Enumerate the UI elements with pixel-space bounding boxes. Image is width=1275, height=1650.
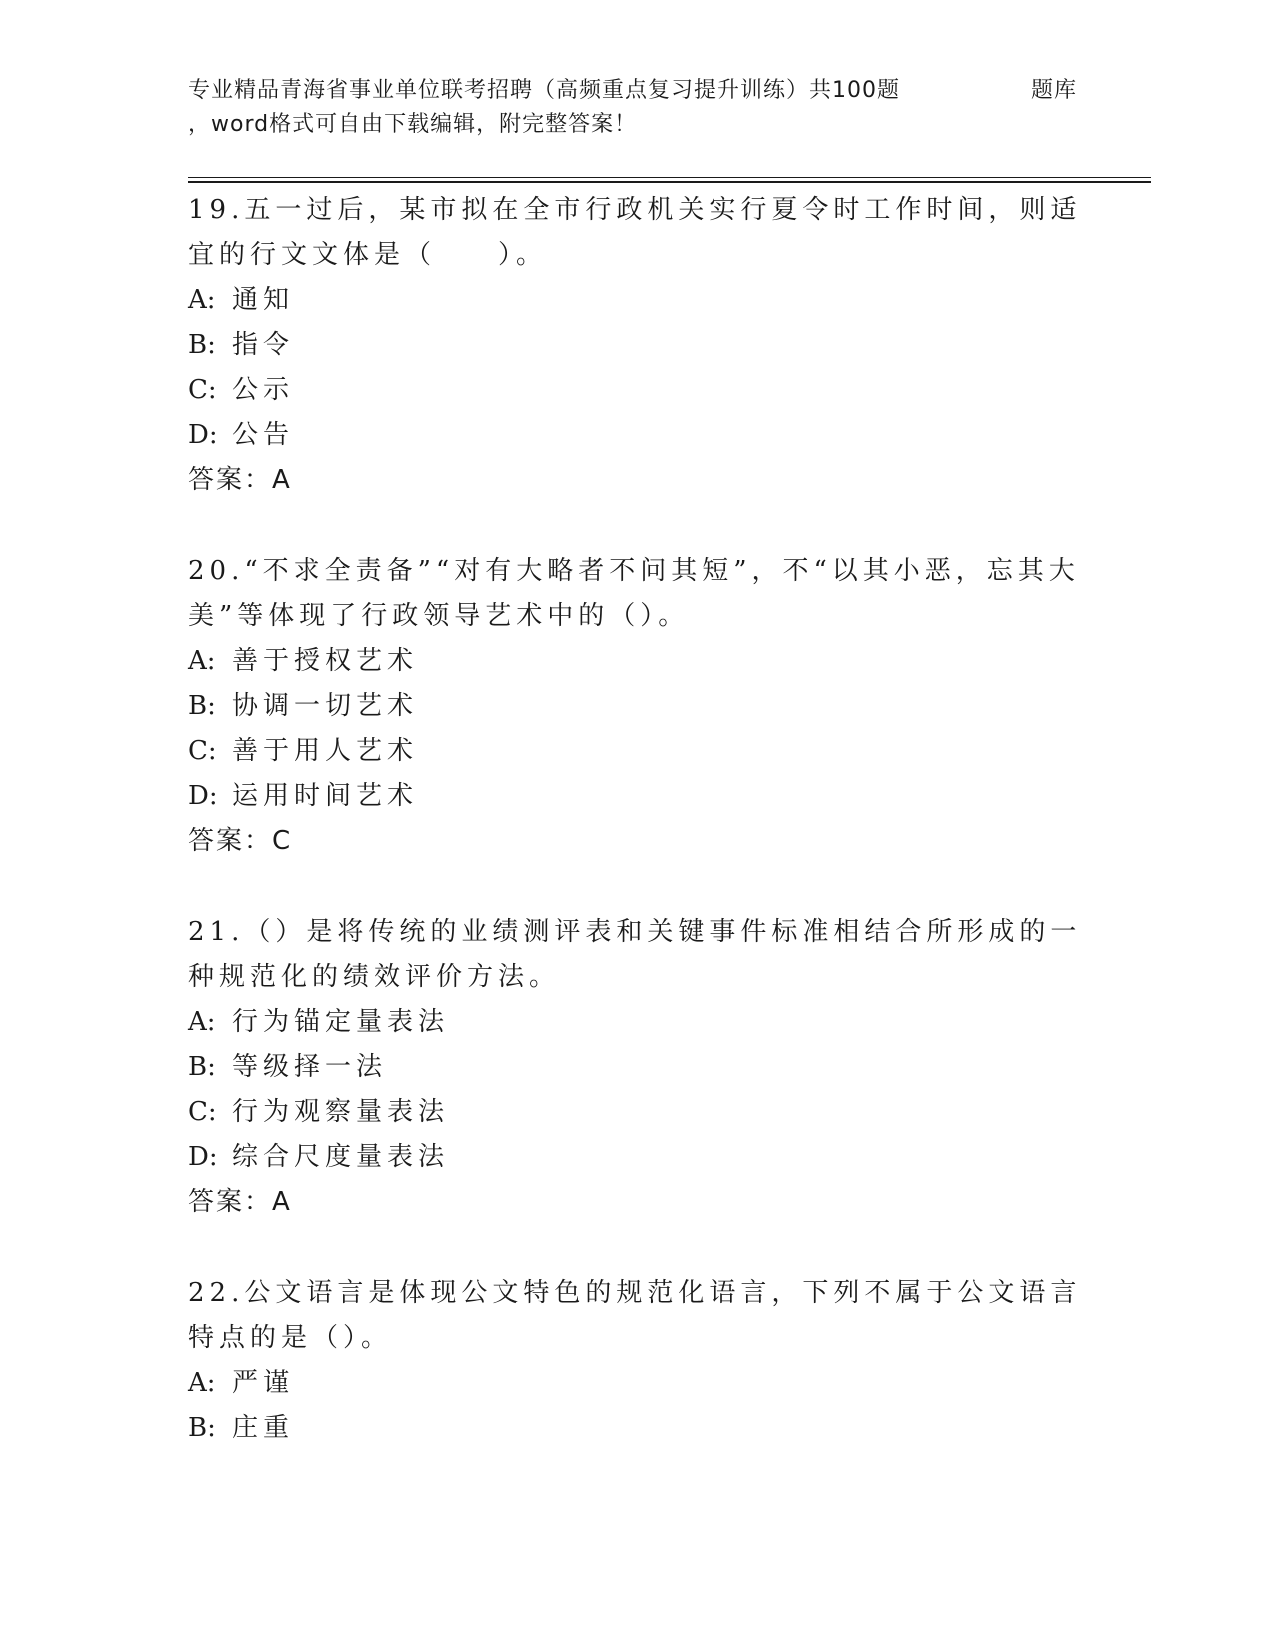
option-text: 严谨 (232, 1368, 295, 1398)
option-letter: D: (188, 420, 218, 450)
option-text: 运用时间艺术 (232, 781, 419, 811)
option-text: 公告 (232, 420, 295, 450)
option-letter: A: (188, 1007, 216, 1037)
option-letter: C: (188, 375, 217, 405)
answer-line (188, 458, 1088, 503)
option-d (188, 774, 1088, 819)
option-letter: B: (188, 691, 216, 721)
option-a (188, 1361, 1088, 1406)
option-d (188, 413, 1088, 458)
question-21 (188, 910, 1088, 1225)
option-b (188, 323, 1088, 368)
option-c (188, 1090, 1088, 1135)
document-header (188, 74, 1088, 142)
question-stem: 19.五一过后，某市拟在全市行政机关实行夏令时工作时间，则适宜的行文文体是（ ）。 (188, 195, 1082, 270)
question-20 (188, 549, 1088, 864)
option-b (188, 1045, 1088, 1090)
option-c (188, 729, 1088, 774)
answer-line (188, 819, 1088, 864)
option-text: 指令 (232, 330, 295, 360)
question-stem: 22.公文语言是体现公文特色的规范化语言，下列不属于公文语言特点的是（）。 (188, 1278, 1082, 1353)
header-subtitle: ，word格式可自由下载编辑，附完整答案！ (188, 112, 638, 137)
answer-value: A (272, 465, 292, 495)
option-letter: D: (188, 781, 218, 811)
question-stem: 21.（）是将传统的业绩测评表和关键事件标准相结合所形成的一种规范化的绩效评价方法。 (188, 917, 1082, 992)
option-text: 公示 (232, 375, 295, 405)
option-text: 庄重 (232, 1413, 295, 1443)
option-text: 行为锚定量表法 (232, 1007, 450, 1037)
option-letter: A: (188, 646, 216, 676)
option-text: 等级择一法 (232, 1052, 388, 1082)
answer-value: A (272, 1187, 292, 1217)
option-letter: B: (188, 1413, 216, 1443)
header-title: 专业精品青海省事业单位联考招聘（高频重点复习提升训练）共100题 (188, 78, 900, 103)
option-a (188, 639, 1088, 684)
option-letter: A: (188, 1368, 216, 1398)
header-divider-thin (188, 177, 1151, 178)
option-letter: D: (188, 1142, 218, 1172)
option-letter: C: (188, 736, 217, 766)
option-text: 综合尺度量表法 (232, 1142, 450, 1172)
header-divider-thick (188, 181, 1151, 183)
option-a (188, 278, 1088, 323)
answer-label: 答案： (188, 465, 273, 495)
option-text: 善于用人艺术 (232, 736, 419, 766)
option-letter: B: (188, 1052, 216, 1082)
option-letter: C: (188, 1097, 217, 1127)
question-stem: 20.“不求全责备”“对有大略者不问其短”，不“以其小恶，忘其大美”等体现了行政领导艺术中的（）。 (188, 556, 1080, 631)
option-letter: A: (188, 285, 216, 315)
question-list (188, 188, 1088, 1497)
answer-label: 答案： (188, 1187, 273, 1217)
option-b (188, 684, 1088, 729)
answer-value: C (272, 826, 293, 856)
option-d (188, 1135, 1088, 1180)
question-22 (188, 1271, 1088, 1451)
answer-line (188, 1180, 1088, 1225)
header-tag: 题库 (1031, 78, 1078, 103)
question-19 (188, 188, 1088, 503)
option-letter: B: (188, 330, 216, 360)
option-text: 协调一切艺术 (232, 691, 419, 721)
option-c (188, 368, 1088, 413)
option-a (188, 1000, 1088, 1045)
option-text: 行为观察量表法 (232, 1097, 450, 1127)
option-b (188, 1406, 1088, 1451)
answer-label: 答案： (188, 826, 273, 856)
option-text: 善于授权艺术 (232, 646, 419, 676)
option-text: 通知 (232, 285, 295, 315)
header-title-line (188, 74, 1088, 108)
